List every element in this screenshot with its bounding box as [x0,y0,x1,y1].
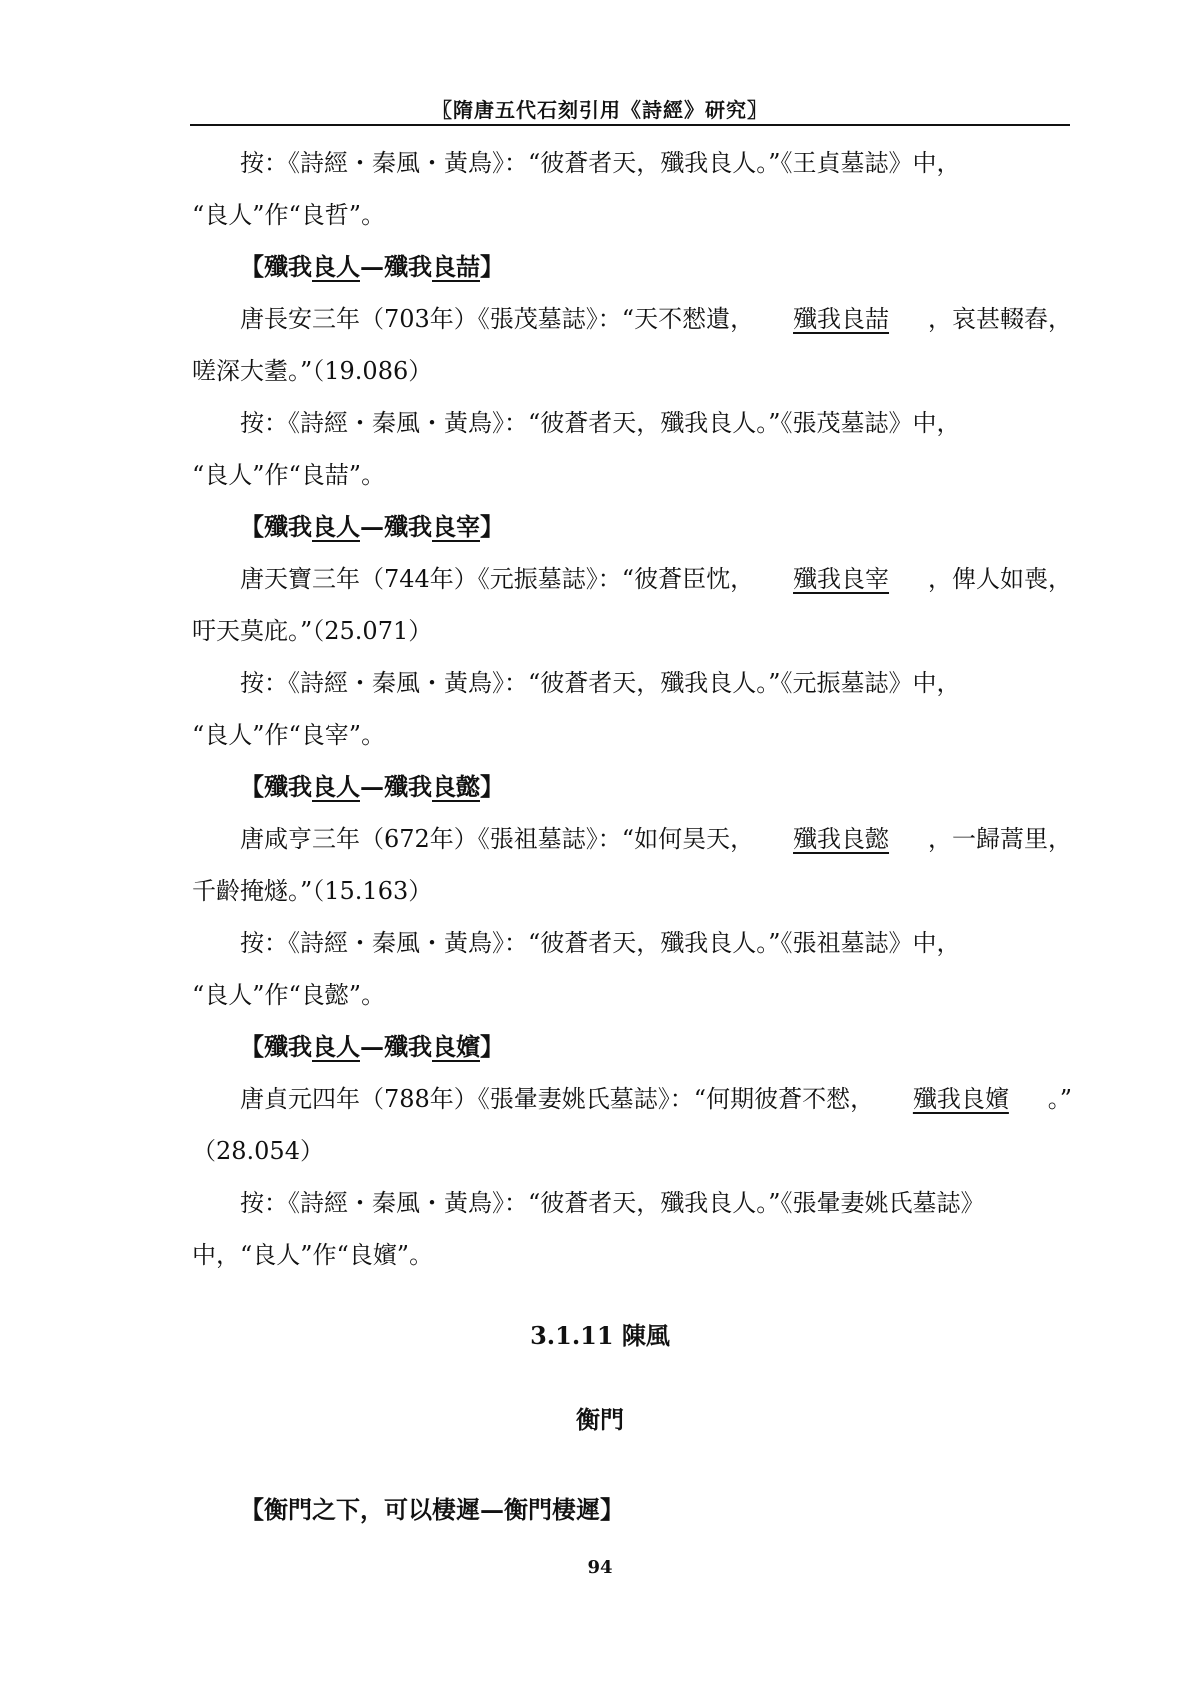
original-phrase: 良人 [312,1032,360,1061]
note-line: “良人”作“良懿”。 [192,981,386,1009]
page-number: 94 [587,1557,613,1578]
citation-line: 唐天寶三年（744年）《元振墓誌》：“彼蒼臣忱， 殲我良宰 ，俾人如喪， [192,553,1072,605]
citation-line: 吁天莫庇。”（25.071） [192,617,433,645]
note-line: 按：《詩經・秦風・黃鳥》：“彼蒼者天，殲我良人。”《元振墓誌》中， [240,669,961,697]
cited-variant: 殲我良宰 [793,565,890,593]
variant-phrase: 良懿 [432,772,480,801]
poem-title: 衡門 [576,1405,624,1434]
note-line: 按：《詩經・秦風・黃鳥》：“彼蒼者天，殲我良人。”《張暈妻姚氏墓誌》 [240,1189,985,1217]
citation-line: 唐咸亨三年（672年）《張祖墓誌》：“如何昊天， 殲我良懿 ，一歸蒿里， [192,813,1072,865]
page-body [192,137,1072,1281]
variant-phrase: 良宰 [432,512,480,541]
original-phrase: 良人 [312,252,360,281]
variant-phrase: 良喆 [432,252,480,281]
citation-line: （28.054） [192,1137,324,1165]
variant-heading: 【衡門之下，可以棲遲—衡門棲遲】 [240,1495,624,1524]
citation-line: 千齡掩燧。”（15.163） [192,877,433,905]
note-line: 中，“良人”作“良嬪”。 [192,1241,434,1269]
citation-line: 唐長安三年（703年）《張茂墓誌》：“天不憖遺， 殲我良喆 ，哀甚輟舂， [192,293,1072,345]
cited-variant: 殲我良喆 [793,305,890,333]
note-line: “良人”作“良哲”。 [192,201,386,229]
original-phrase: 良人 [312,772,360,801]
variant-heading: 【殲我良人—殲我良嬪】 [240,1032,504,1061]
variant-phrase: 良嬪 [432,1032,480,1061]
note-line: 按：《詩經・秦風・黃鳥》：“彼蒼者天，殲我良人。”《張茂墓誌》中， [240,409,961,437]
running-header: 〖隋唐五代石刻引用《詩經》研究〗 [432,98,768,122]
cited-variant: 殲我良懿 [793,825,890,853]
citation-line: 唐貞元四年（788年）《張暈妻姚氏墓誌》：“何期彼蒼不憖， 殲我良嬪 。” [192,1073,1072,1125]
original-phrase: 良人 [312,512,360,541]
section-title: 3.1.11 陳風 [530,1321,670,1350]
variant-heading: 【殲我良人—殲我良喆】 [240,252,504,281]
note-line: “良人”作“良宰”。 [192,721,386,749]
note-line: 按：《詩經・秦風・黃鳥》：“彼蒼者天，殲我良人。”《張祖墓誌》中， [240,929,961,957]
cited-variant: 殲我良嬪 [912,1085,1009,1113]
note-line: 按：《詩經・秦風・黃鳥》：“彼蒼者天，殲我良人。”《王貞墓誌》中， [240,149,961,177]
citation-line: 嗟深大耋。”（19.086） [192,357,433,385]
header-rule [190,124,1070,126]
variant-heading: 【殲我良人—殲我良宰】 [240,512,504,541]
variant-heading: 【殲我良人—殲我良懿】 [240,772,504,801]
note-line: “良人”作“良喆”。 [192,461,386,489]
